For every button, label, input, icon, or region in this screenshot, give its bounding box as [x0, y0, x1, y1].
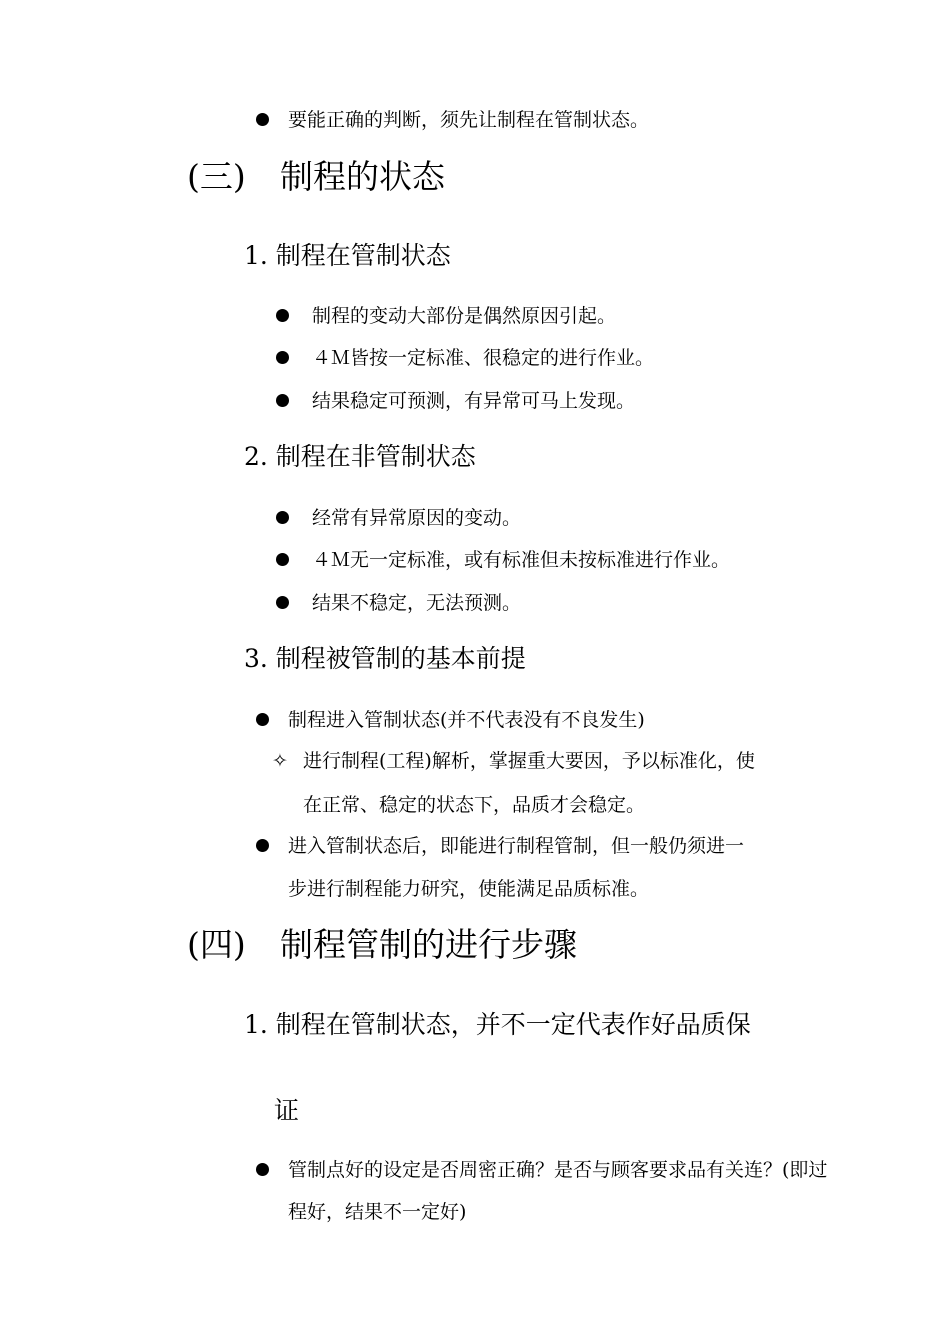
diamond-item-line-2: 在正常、稳定的状态下，品质才会稳定。	[303, 794, 646, 816]
bullet-icon	[256, 713, 269, 726]
list-item: 制程的变动大部份是偶然原因引起。	[312, 305, 617, 327]
subsection-4-1-title-line-2: 证	[274, 1096, 300, 1125]
bullet-icon	[276, 394, 289, 407]
list-item-line-2: 程好，结果不一定好)	[288, 1201, 467, 1223]
bullet-icon	[256, 839, 269, 852]
section-3-number: (三)	[187, 157, 246, 196]
subsection-3-1-title: 1. 制程在管制状态	[244, 241, 451, 270]
section-4-title: 制程管制的进行步骤	[280, 925, 577, 964]
list-item: 结果稳定可预测，有异常可马上发现。	[312, 390, 636, 412]
bullet-icon	[276, 511, 289, 524]
subsection-3-2-title: 2. 制程在非管制状态	[244, 442, 476, 471]
list-item-line-1: 进入管制状态后，即能进行制程管制，但一般仍须进一	[288, 835, 745, 857]
subsection-4-1-title-line-1: 1. 制程在管制状态，并不一定代表作好品质保	[244, 1010, 751, 1039]
list-item: 制程进入管制状态(并不代表没有不良发生)	[288, 709, 645, 731]
bullet-icon	[256, 113, 269, 126]
diamond-item-line-1: 进行制程(工程)解析，掌握重大要因，予以标准化，使	[303, 750, 755, 772]
list-item-line-2: 步进行制程能力研究，使能满足品质标准。	[288, 878, 650, 900]
list-item: ４Ｍ无一定标准，或有标准但未按标准进行作业。	[312, 549, 731, 571]
intro-bullet-text: 要能正确的判断，须先让制程在管制状态。	[288, 109, 650, 131]
bullet-icon	[276, 351, 289, 364]
list-item-line-1: 管制点好的设定是否周密正确？是否与顾客要求品有关连？(即过	[288, 1159, 828, 1181]
section-3-title: 制程的状态	[280, 157, 445, 196]
subsection-3-3-title: 3. 制程被管制的基本前提	[244, 644, 526, 673]
diamond-bullet-icon: ✧	[272, 750, 288, 772]
list-item: ４Ｍ皆按一定标准、很稳定的进行作业。	[312, 347, 655, 369]
bullet-icon	[276, 309, 289, 322]
list-item: 结果不稳定，无法预测。	[312, 592, 522, 614]
list-item: 经常有异常原因的变动。	[312, 507, 522, 529]
bullet-icon	[276, 553, 289, 566]
bullet-icon	[276, 596, 289, 609]
bullet-icon	[256, 1163, 269, 1176]
section-4-number: (四)	[187, 925, 246, 964]
